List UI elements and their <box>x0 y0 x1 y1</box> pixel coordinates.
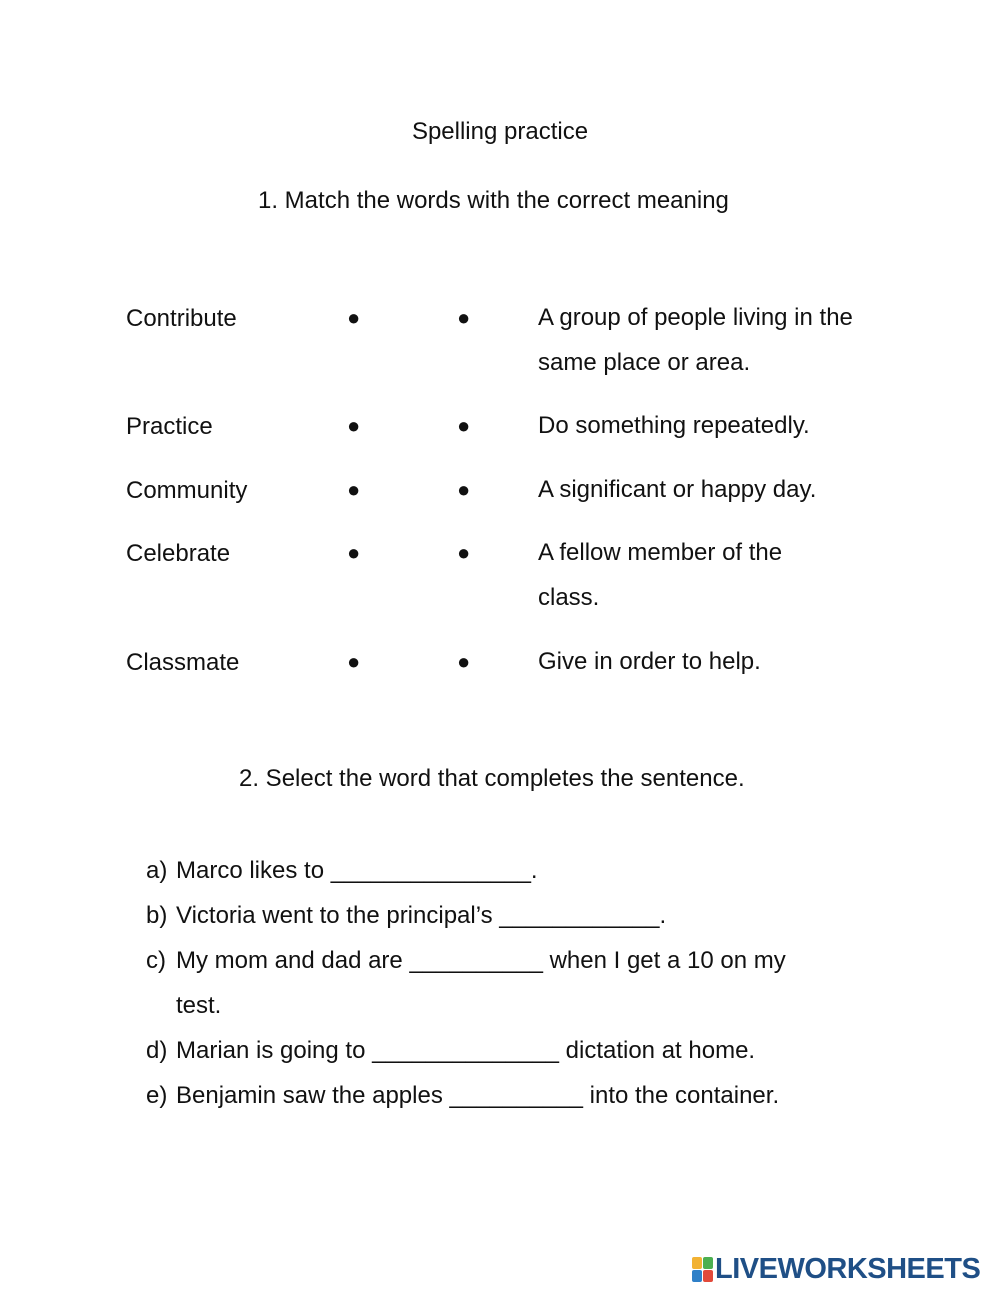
match-meaning: A fellow member of the class. <box>538 539 783 611</box>
sentence-text[interactable]: Marco likes to _______________. <box>176 857 538 884</box>
logo-mark-icon <box>692 1257 712 1281</box>
sentence-letter: c) <box>146 947 166 974</box>
section2-heading: 2. Select the word that completes the sentence. <box>239 765 745 792</box>
match-dot-left[interactable]: ● <box>347 305 361 330</box>
match-dot-right[interactable]: ● <box>457 413 471 438</box>
match-dot-left[interactable]: ● <box>347 477 361 502</box>
match-dot-right[interactable]: ● <box>457 305 471 330</box>
sentence-item <box>146 848 866 893</box>
match-dot-left[interactable]: ● <box>347 413 361 438</box>
logo-mark-tile-4 <box>703 1270 713 1282</box>
sentence-item <box>146 1028 866 1073</box>
liveworksheets-logo <box>692 1253 980 1285</box>
match-dot-left[interactable]: ● <box>347 649 361 674</box>
match-meaning: Do something repeatedly. <box>538 412 810 439</box>
sentence-item <box>146 938 866 1028</box>
match-word: Classmate <box>126 649 240 676</box>
sentence-text[interactable]: My mom and dad are __________ when I get a 10 on my test. <box>176 947 786 1019</box>
match-meaning: A significant or happy day. <box>538 476 817 503</box>
sentence-item <box>146 893 866 938</box>
match-word: Practice <box>126 413 213 440</box>
page-title: Spelling practice <box>411 118 589 145</box>
logo-mark-tile-2 <box>703 1257 713 1269</box>
match-word: Community <box>126 477 248 504</box>
logo-mark-tile-3 <box>692 1270 702 1282</box>
match-meaning: Give in order to help. <box>538 648 761 675</box>
sentence-list <box>146 848 866 1118</box>
match-word: Contribute <box>126 305 237 332</box>
match-dot-right[interactable]: ● <box>457 540 471 565</box>
logo-text: LIVEWORKSHEETS <box>715 1252 981 1285</box>
match-word: Celebrate <box>126 540 231 567</box>
match-meaning: A group of people living in the same place or area. <box>538 304 853 376</box>
sentence-text[interactable]: Benjamin saw the apples __________ into the container. <box>176 1082 780 1109</box>
section1-heading: 1. Match the words with the correct meaning <box>258 187 729 214</box>
sentence-item <box>146 1073 866 1118</box>
sentence-text[interactable]: Marian is going to ______________ dictation at home. <box>176 1037 756 1064</box>
match-dot-right[interactable]: ● <box>457 649 471 674</box>
sentence-text[interactable]: Victoria went to the principal’s ____________. <box>176 902 667 929</box>
sentence-letter: b) <box>146 902 168 929</box>
sentence-letter: a) <box>146 857 168 884</box>
logo-mark-tile-1 <box>692 1257 702 1269</box>
match-dot-left[interactable]: ● <box>347 540 361 565</box>
sentence-letter: d) <box>146 1037 168 1064</box>
sentence-letter: e) <box>146 1082 168 1109</box>
match-dot-right[interactable]: ● <box>457 477 471 502</box>
